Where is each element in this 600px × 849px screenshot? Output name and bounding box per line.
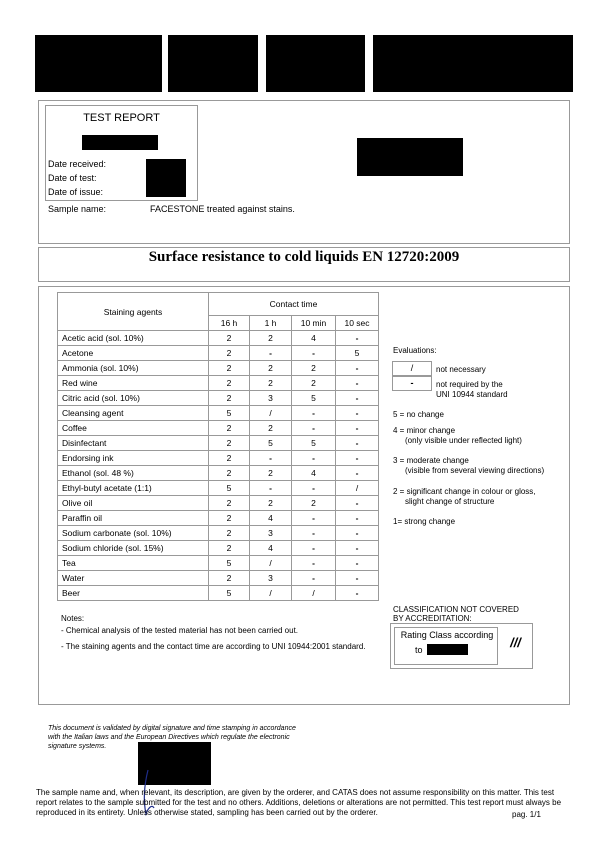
rating-cell: 2 [292, 496, 336, 511]
staining-agent-name: Coffee [58, 421, 209, 436]
rating-cell: 2 [209, 361, 250, 376]
rating-cell: 2 [209, 376, 250, 391]
staining-agent-name: Endorsing ink [58, 451, 209, 466]
rating-cell: - [336, 511, 379, 526]
main-title: Surface resistance to cold liquids EN 12720:2009 [148, 249, 460, 265]
staining-agent-name: Citric acid (sol. 10%) [58, 391, 209, 406]
rating-cell: 5 [250, 436, 292, 451]
rating-cell: 5 [292, 391, 336, 406]
rating-cell: 2 [209, 421, 250, 436]
table-row [58, 391, 379, 406]
staining-agent-name: Acetone [58, 346, 209, 361]
dash-symbol-box: - [392, 376, 432, 391]
rating-cell: 5 [292, 436, 336, 451]
rating-cell: - [292, 346, 336, 361]
scale-4: 4 = minor change [393, 426, 456, 435]
slash-symbol-box: / [392, 361, 432, 376]
signature-note-line1: This document is validated by digital signature and time stamping in accordance [48, 725, 296, 732]
slash-meaning: not necessary [436, 365, 486, 374]
rating-cell: 4 [250, 511, 292, 526]
rating-cell: - [250, 346, 292, 361]
rating-cell: - [336, 361, 379, 376]
rating-cell: - [292, 526, 336, 541]
redacted-header-block-1 [35, 35, 162, 92]
rating-cell: - [336, 376, 379, 391]
rating-cell: - [336, 526, 379, 541]
rating-cell: - [250, 481, 292, 496]
rating-class-value: /// [510, 635, 521, 650]
staining-agent-name: Tea [58, 556, 209, 571]
table-row [58, 361, 379, 376]
rating-cell: 2 [209, 466, 250, 481]
evaluations-heading: Evaluations: [393, 346, 437, 355]
rating-cell: 2 [209, 451, 250, 466]
staining-agent-name: Sodium chloride (sol. 15%) [58, 541, 209, 556]
staining-agent-name: Ammonia (sol. 10%) [58, 361, 209, 376]
time-header-16h: 16 h [209, 316, 250, 331]
table-row [58, 436, 379, 451]
rating-cell: 3 [250, 526, 292, 541]
staining-agent-name: Olive oil [58, 496, 209, 511]
rating-cell: 2 [209, 436, 250, 451]
sample-name-value: FACESTONE treated against stains. [150, 204, 295, 214]
table-row [58, 406, 379, 421]
rating-cell: - [336, 586, 379, 601]
rating-cell: / [292, 586, 336, 601]
table-row [58, 496, 379, 511]
rating-cell: - [336, 406, 379, 421]
table-row [58, 466, 379, 481]
table-row [58, 586, 379, 601]
staining-agent-name: Cleansing agent [58, 406, 209, 421]
rating-cell: 2 [292, 361, 336, 376]
table-row [58, 376, 379, 391]
staining-agent-name: Disinfectant [58, 436, 209, 451]
staining-agents-header: Staining agents [58, 293, 209, 331]
table-row [58, 331, 379, 346]
rating-cell: 2 [250, 376, 292, 391]
redacted-header-block-2 [168, 35, 258, 92]
scale-4-detail: (only visible under reflected light) [405, 436, 522, 445]
scale-3-detail: (visible from several viewing directions) [405, 466, 545, 475]
redacted-header-block-3 [266, 35, 365, 92]
rating-cell: 5 [209, 406, 250, 421]
footer-line1: The sample name and, when relevant, its description, are given by the orderer, and CATAS does not assume responsibility on this matter. This test [36, 788, 555, 797]
staining-agent-name: Red wine [58, 376, 209, 391]
scale-1: 1= strong change [393, 517, 456, 526]
staining-agent-name: Acetic acid (sol. 10%) [58, 331, 209, 346]
note-2: - The staining agents and the contact time are according to UNI 10944:2001 standard. [61, 642, 366, 651]
rating-cell: - [336, 571, 379, 586]
rating-cell: - [292, 481, 336, 496]
rating-cell: 5 [209, 481, 250, 496]
contact-time-header: Contact time [209, 293, 379, 316]
table-row [58, 481, 379, 496]
rating-cell: - [292, 571, 336, 586]
rating-cell: 2 [250, 466, 292, 481]
table-row [58, 571, 379, 586]
table-row [58, 526, 379, 541]
rating-class-label: Rating Class according [400, 630, 494, 640]
rating-cell: - [292, 541, 336, 556]
rating-cell: / [336, 481, 379, 496]
rating-cell: 5 [336, 346, 379, 361]
table-row [58, 556, 379, 571]
staining-agent-name: Water [58, 571, 209, 586]
staining-agent-name: Ethanol (sol. 48 %) [58, 466, 209, 481]
rating-cell: 3 [250, 571, 292, 586]
rating-cell: - [336, 421, 379, 436]
rating-cell: 2 [250, 496, 292, 511]
page-number: pag. 1/1 [512, 810, 541, 819]
staining-agent-name: Ethyl-butyl acetate (1:1) [58, 481, 209, 496]
staining-agent-name: Sodium carbonate (sol. 10%) [58, 526, 209, 541]
footer-line3: reproduced in its entirety. Unless otherwise stated, sampling has been carried out by the orderer. [36, 808, 378, 817]
rating-class-to: to [415, 645, 423, 655]
signature-note-line2: with the Italian laws and the European Directives which regulate the electronic [48, 734, 290, 741]
redacted-report-number [82, 135, 158, 150]
rating-cell: 2 [209, 331, 250, 346]
rating-cell: 3 [250, 391, 292, 406]
scale-5: 5 = no change [393, 410, 444, 419]
rating-cell: 2 [209, 346, 250, 361]
scale-3: 3 = moderate change [393, 456, 469, 465]
test-report-title: TEST REPORT [83, 112, 160, 124]
scale-2: 2 = significant change in colour or gloss, [393, 487, 536, 496]
time-header-10min: 10 min [292, 316, 336, 331]
rating-cell: 4 [292, 331, 336, 346]
rating-cell: - [292, 511, 336, 526]
rating-cell: - [336, 391, 379, 406]
rating-cell: 2 [250, 421, 292, 436]
note-1: - Chemical analysis of the tested material has not been carried out. [61, 626, 299, 635]
rating-cell: - [336, 541, 379, 556]
date-test-label: Date of test: [48, 173, 97, 183]
signature-note-line3: signature systems. [48, 743, 107, 750]
notes-heading: Notes: [61, 614, 85, 623]
table-row [58, 421, 379, 436]
classification-line1: CLASSIFICATION NOT COVERED [393, 605, 519, 614]
rating-cell: 2 [250, 331, 292, 346]
rating-cell: - [336, 556, 379, 571]
rating-cell: 2 [250, 361, 292, 376]
rating-cell: - [250, 451, 292, 466]
staining-agent-name: Beer [58, 586, 209, 601]
date-received-label: Date received: [48, 159, 107, 169]
rating-cell: - [292, 451, 336, 466]
staining-agents-table [57, 292, 379, 601]
rating-cell: - [292, 556, 336, 571]
classification-line2: BY ACCREDITATION: [393, 614, 472, 623]
rating-cell: - [336, 451, 379, 466]
rating-cell: 5 [209, 556, 250, 571]
rating-cell: 2 [209, 511, 250, 526]
date-issue-label: Date of issue: [48, 187, 104, 197]
table-row [58, 511, 379, 526]
time-header-10sec: 10 sec [336, 316, 379, 331]
rating-cell: 2 [209, 571, 250, 586]
redacted-rating-standard [427, 644, 468, 655]
rating-cell: - [336, 466, 379, 481]
table-row [58, 541, 379, 556]
rating-cell: - [336, 496, 379, 511]
redacted-client [357, 138, 463, 176]
staining-agent-name: Paraffin oil [58, 511, 209, 526]
scale-2-detail: slight change of structure [405, 497, 495, 506]
sample-name-label: Sample name: [48, 204, 107, 214]
rating-cell: 2 [209, 541, 250, 556]
table-row [58, 346, 379, 361]
rating-cell: / [250, 556, 292, 571]
rating-cell: - [292, 406, 336, 421]
rating-cell: 2 [292, 376, 336, 391]
rating-cell: - [292, 421, 336, 436]
rating-cell: / [250, 406, 292, 421]
rating-cell: 2 [209, 526, 250, 541]
rating-cell: / [250, 586, 292, 601]
redacted-dates [146, 159, 186, 197]
rating-cell: 4 [250, 541, 292, 556]
redacted-header-block-4 [373, 35, 573, 92]
rating-cell: - [336, 331, 379, 346]
rating-cell: 5 [209, 586, 250, 601]
rating-cell: 4 [292, 466, 336, 481]
rating-cell: 2 [209, 391, 250, 406]
dash-meaning-line1: not required by the [436, 380, 503, 389]
rating-cell: 2 [209, 496, 250, 511]
rating-cell: - [336, 436, 379, 451]
footer-line2: report relates to the sample submitted for the test and no others. Additions, deletions or alterations are not permitted. This test report must always be [36, 798, 562, 807]
dash-meaning-line2: UNI 10944 standard [436, 390, 508, 399]
time-header-1h: 1 h [250, 316, 292, 331]
table-row [58, 451, 379, 466]
